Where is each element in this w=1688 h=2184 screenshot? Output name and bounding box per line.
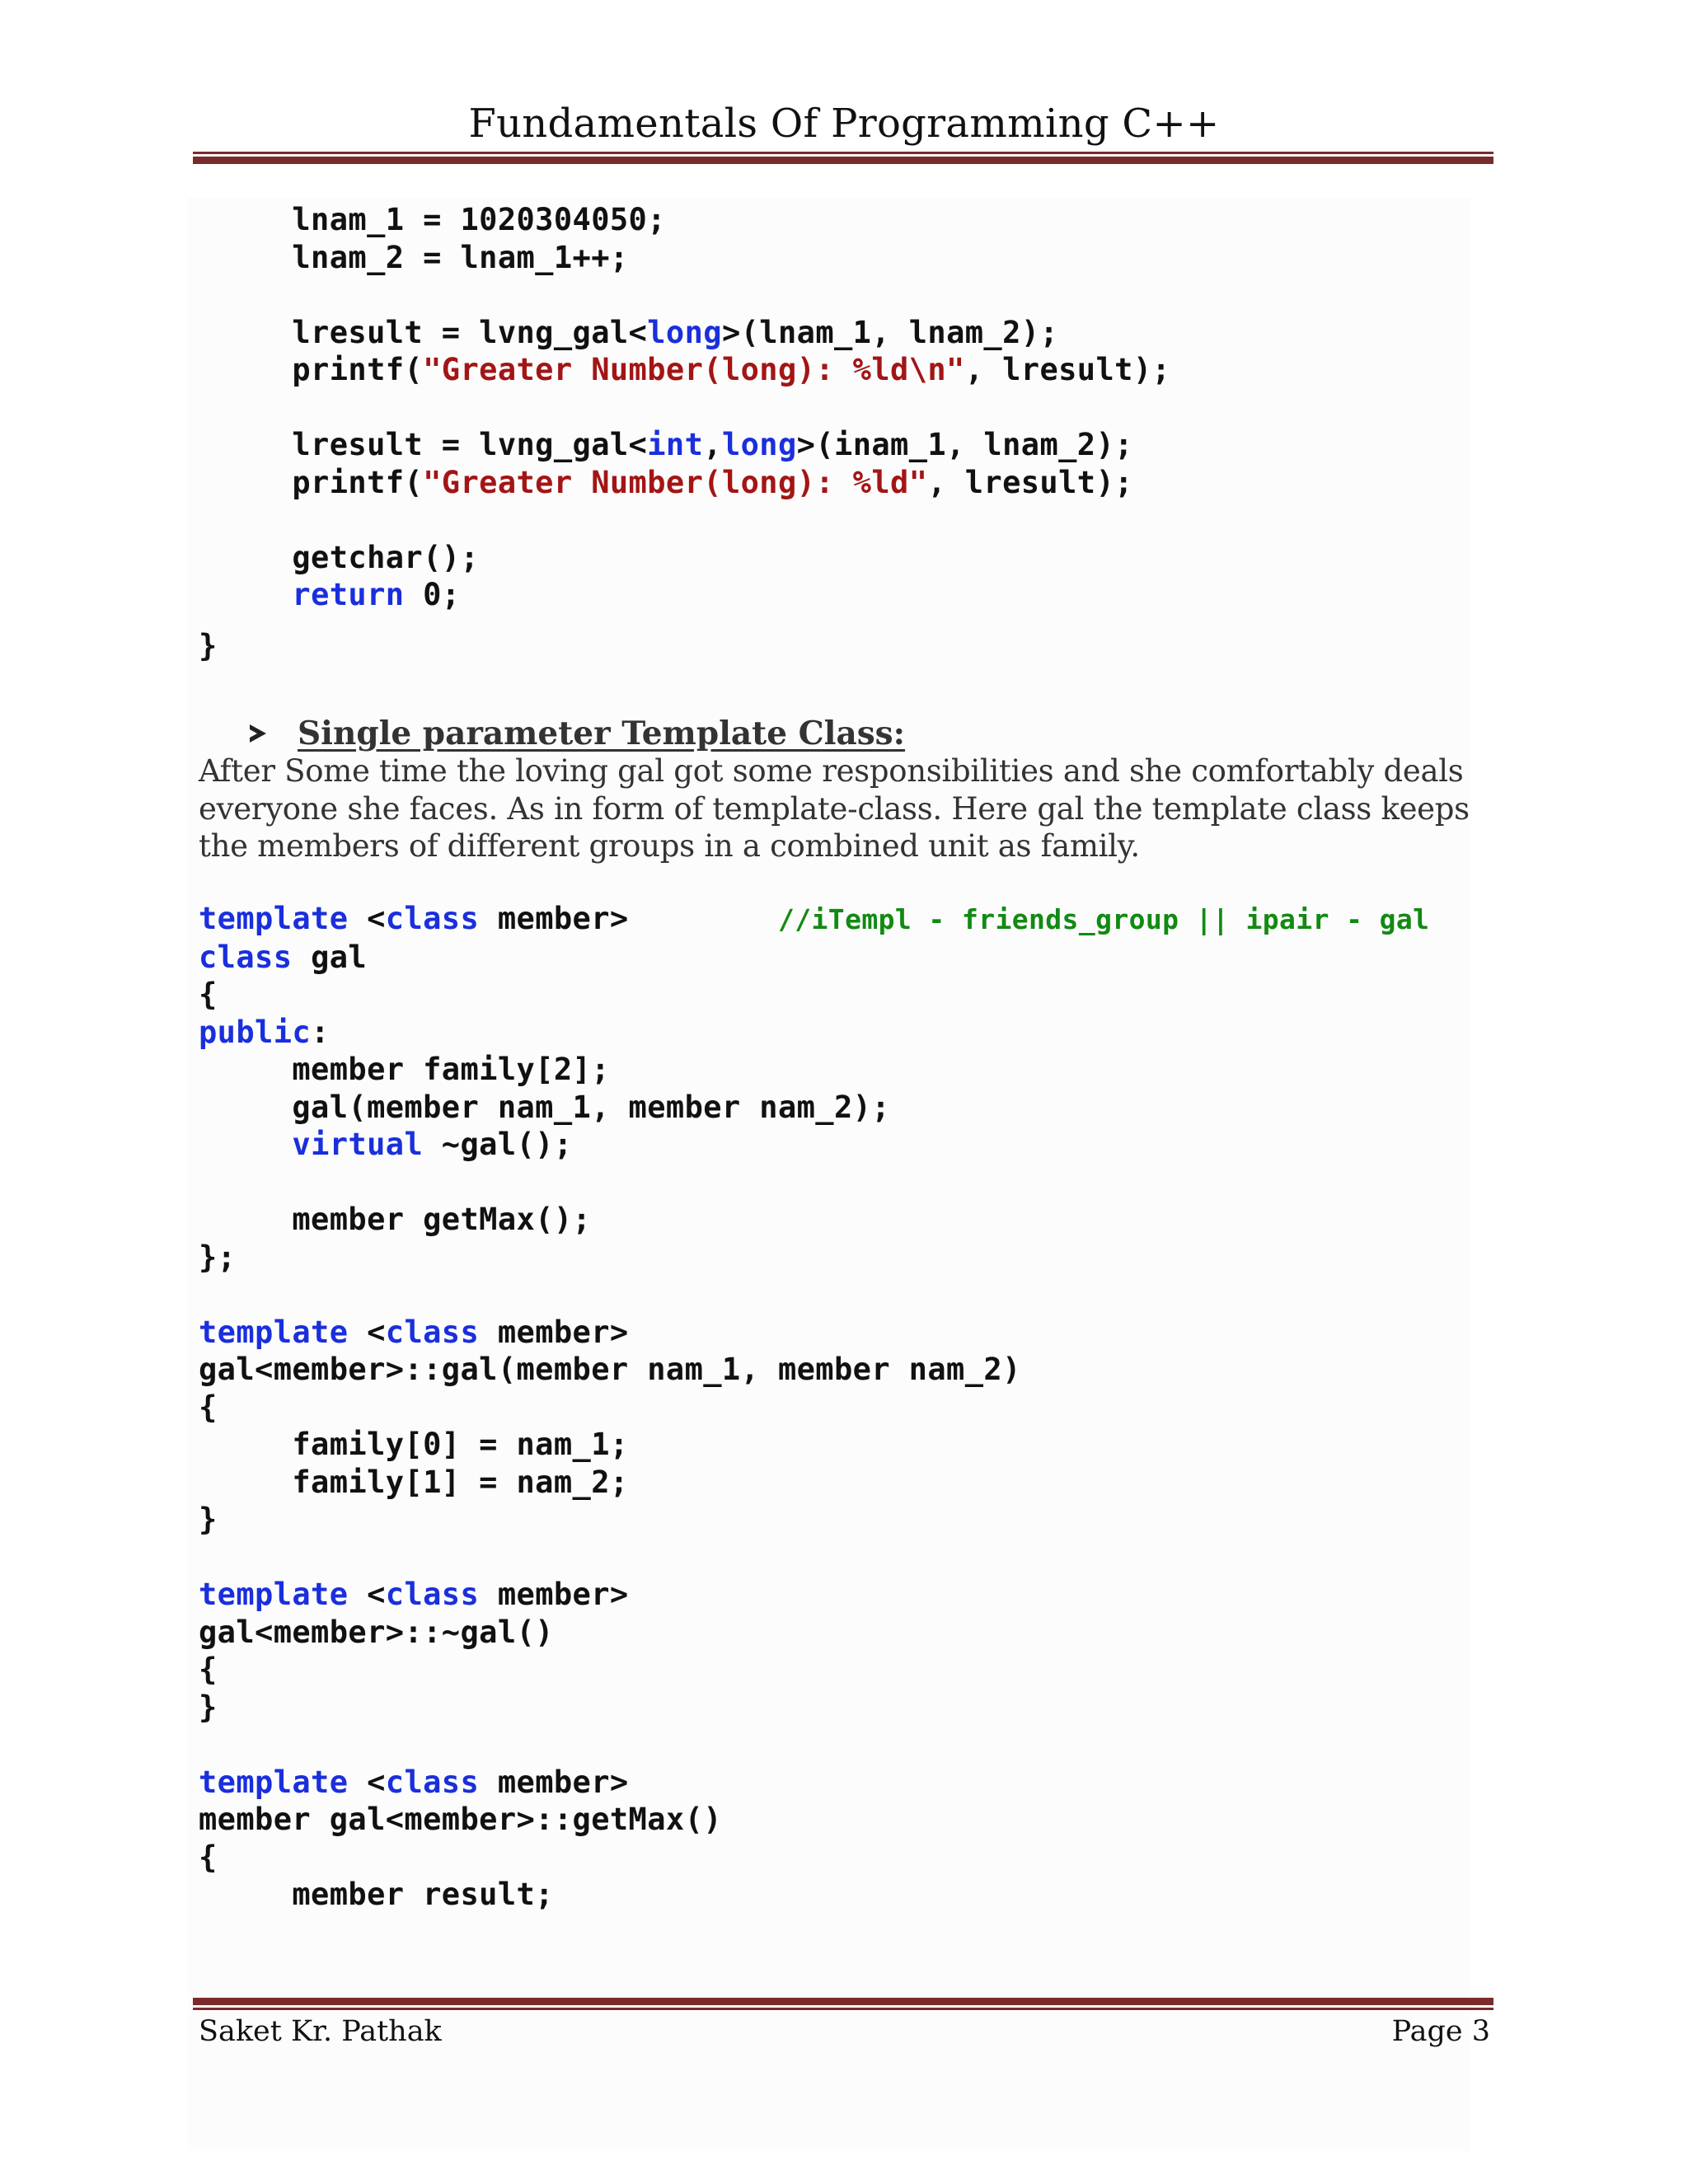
- code-text: member>: [479, 1577, 629, 1612]
- code-keyword: public: [199, 1014, 312, 1050]
- code-text: {: [199, 977, 218, 1012]
- code-text: printf(: [199, 464, 424, 500]
- arrow-bullet-icon: [250, 724, 266, 743]
- code-line: [199, 1389, 1429, 1427]
- code-text: printf(: [199, 352, 424, 387]
- code-line: [199, 1689, 1429, 1727]
- code-line: [199, 1239, 1429, 1277]
- code-text: member>: [479, 901, 778, 936]
- code-line: [199, 976, 1429, 1014]
- code-text: [199, 577, 292, 612]
- code-line: [199, 1614, 1429, 1652]
- code-text: , lresult);: [927, 464, 1133, 500]
- code-line: [199, 314, 1170, 352]
- footer-rule-thick: [193, 1998, 1493, 2005]
- code-line: [199, 1801, 1429, 1839]
- code-line: [199, 1201, 1429, 1239]
- code-line: [199, 276, 1170, 314]
- code-keyword: class: [385, 1764, 480, 1800]
- code-string: "Greater Number(long): %ld": [423, 464, 928, 500]
- code-line: [199, 239, 1170, 277]
- code-text: ,: [703, 427, 722, 462]
- code-comment: //iTempl - friends_group || ipair - gal: [778, 903, 1430, 935]
- code-line: [199, 900, 1429, 939]
- code-line: [199, 1426, 1429, 1464]
- code-line: [199, 1164, 1429, 1202]
- code-keyword: class: [385, 1577, 480, 1612]
- code-keyword: template: [199, 1577, 349, 1612]
- code-line: [199, 576, 1170, 614]
- code-keyword: template: [199, 1314, 349, 1350]
- footer-rule-thin: [193, 2008, 1493, 2010]
- code-text: gal<member>::gal(member nam_1, member nam_2): [199, 1352, 1021, 1387]
- code-text: {: [199, 1389, 218, 1425]
- header-rule-thick: [193, 157, 1493, 164]
- code-closing-brace: }: [199, 628, 218, 663]
- code-text: member>: [479, 1314, 629, 1350]
- footer-author: Saket Kr. Pathak: [199, 2015, 442, 2048]
- code-text: lresult = lvng_gal<: [199, 427, 648, 462]
- section-heading: [250, 715, 905, 752]
- code-text: , lresult);: [964, 352, 1171, 387]
- code-line: [199, 1126, 1429, 1164]
- code-text: getchar();: [199, 539, 480, 575]
- code-text: <: [348, 901, 386, 936]
- code-text: <: [348, 1764, 386, 1800]
- code-text: gal(member nam_1, member nam_2);: [199, 1089, 891, 1125]
- code-line: [199, 1089, 1429, 1127]
- code-block-top: [199, 201, 1170, 614]
- code-line: [199, 1764, 1429, 1802]
- code-text: };: [199, 1239, 237, 1275]
- code-string: "Greater Number(long): %ld\n": [423, 352, 965, 387]
- code-keyword: virtual: [292, 1127, 424, 1162]
- body-paragraph: After Some time the loving gal got some responsibilities and she comfortably deals everyone she faces. As in form of template-class. Here gal the template class keeps the members of different groups in a combined unit as family.: [199, 753, 1470, 864]
- code-keyword: long: [647, 314, 722, 350]
- code-line: [199, 939, 1429, 977]
- code-text: family[1] = nam_2;: [199, 1464, 629, 1500]
- code-text: lresult = lvng_gal<: [199, 314, 648, 350]
- code-text: member gal<member>::getMax(): [199, 1802, 722, 1837]
- code-keyword: class: [385, 1314, 480, 1350]
- code-block-template-class: [199, 900, 1429, 1914]
- code-line: [199, 1464, 1429, 1502]
- code-text: gal: [292, 939, 368, 975]
- code-line: [199, 1539, 1429, 1577]
- code-text: family[0] = nam_1;: [199, 1427, 629, 1462]
- code-line: [199, 501, 1170, 539]
- code-keyword: long: [721, 427, 797, 462]
- code-text: [199, 1127, 292, 1162]
- code-line: [199, 1576, 1429, 1614]
- code-text: member>: [479, 1764, 629, 1800]
- code-line: [199, 426, 1170, 464]
- code-text: lnam_1 = 1020304050;: [199, 202, 666, 237]
- code-line: [199, 389, 1170, 427]
- code-text: :: [311, 1014, 330, 1050]
- code-line: [199, 1839, 1429, 1877]
- code-keyword: class: [199, 939, 293, 975]
- code-line: [199, 1501, 1429, 1539]
- footer-page-number: Page 3: [1391, 2015, 1490, 2048]
- code-line: [199, 1014, 1429, 1052]
- code-text: lnam_2 = lnam_1++;: [199, 239, 629, 275]
- code-text: gal<member>::~gal(): [199, 1614, 554, 1650]
- code-text: member getMax();: [199, 1202, 592, 1237]
- code-line: [199, 1726, 1429, 1764]
- code-line: [199, 1876, 1429, 1914]
- code-keyword: return: [292, 577, 405, 612]
- code-line: [199, 1051, 1429, 1089]
- header-rule-thin: [193, 152, 1493, 154]
- code-line: [199, 351, 1170, 389]
- code-keyword: template: [199, 1764, 349, 1800]
- code-text: 0;: [404, 577, 461, 612]
- code-text: member result;: [199, 1877, 554, 1912]
- code-keyword: int: [647, 427, 704, 462]
- code-line: [199, 1314, 1429, 1352]
- code-text: <: [348, 1577, 386, 1612]
- code-text: >(inam_1, lnam_2);: [796, 427, 1133, 462]
- code-text: >(lnam_1, lnam_2);: [721, 314, 1059, 350]
- code-text: }: [199, 1502, 218, 1537]
- code-line: [199, 464, 1170, 502]
- code-keyword: class: [385, 901, 480, 936]
- code-line: [199, 1651, 1429, 1689]
- code-text: <: [348, 1314, 386, 1350]
- code-line: [199, 201, 1170, 239]
- section-heading-label: Single parameter Template Class:: [298, 715, 906, 752]
- code-text: member family[2];: [199, 1052, 610, 1087]
- page-title: Fundamentals Of Programming C++: [468, 101, 1220, 147]
- code-line: [199, 539, 1170, 577]
- code-text: {: [199, 1652, 218, 1687]
- code-text: ~gal();: [423, 1127, 573, 1162]
- code-keyword: template: [199, 901, 349, 936]
- code-text: {: [199, 1839, 218, 1875]
- code-line: [199, 1276, 1429, 1314]
- code-line: [199, 1351, 1429, 1389]
- code-text: }: [199, 1689, 218, 1725]
